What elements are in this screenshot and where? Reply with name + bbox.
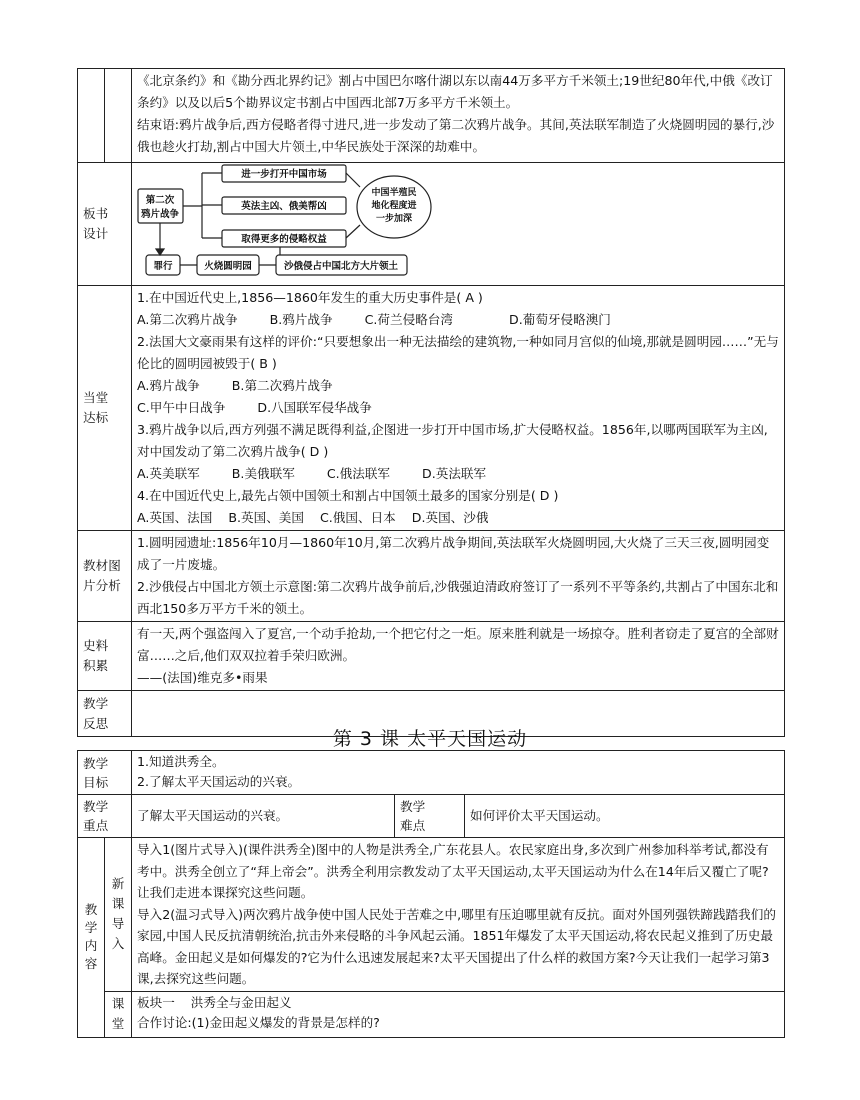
quiz-label — [78, 286, 132, 531]
quiz-line: 3.鸦片战争以后,西方列强不满足既得利益,企图进一步打开中国市场,扩大侵略权益。1856年,以哪两国联军为主凶,对中国发动了第二次鸦片战争( D ) — [137, 422, 768, 459]
intro-label-1: 新 — [111, 876, 125, 892]
difficult-cell: 如何评价太平天国运动。 — [465, 795, 785, 838]
quiz-line: C.甲午中日战争 D.八国联军侵华战争 — [137, 400, 372, 415]
continuation-sub-cell — [105, 69, 132, 163]
board-label-2: 设计 — [83, 226, 109, 241]
pictures-label-1: 教材图 — [83, 558, 121, 573]
history-label — [78, 622, 132, 691]
difficult-label-1: 教学 — [400, 799, 426, 814]
class-cell — [132, 991, 785, 1037]
center-text-2: 鸦片战争 — [140, 209, 180, 220]
board-label-1: 板书 — [83, 206, 109, 221]
result-text-3: 一步加深 — [375, 214, 413, 224]
content-label-3: 内 — [84, 938, 98, 954]
pictures-label-2: 片分析 — [83, 578, 121, 593]
continuation-cell — [132, 69, 785, 163]
history-line: 有一天,两个强盗闯入了夏宫,一个动手抢劫,一个把它付之一炬。原来胜利就是一场掠夺。胜利者窃走了夏宫的全部财富……之后,他们双双拉着手荣归欧洲。 — [137, 626, 779, 663]
reflection-label-2: 反思 — [83, 715, 109, 731]
quiz-label-1: 当堂 — [83, 390, 109, 405]
picture-line: 2.沙俄侵占中国北方领土示意图:第二次鸦片战争前后,沙俄强迫清政府签订了一系列不平等条约,共割占了中国东北和西北150多万平方千米的领土。 — [137, 579, 779, 616]
intro-label-3: 导 — [111, 916, 125, 932]
center-text-1: 第二次 — [145, 195, 175, 206]
intro-label-2: 课 — [111, 896, 125, 912]
crime-text-2: 沙俄侵占中国北方大片领土 — [283, 261, 399, 272]
content-label — [78, 838, 105, 1038]
board-label — [78, 163, 132, 286]
content-label-4: 容 — [84, 956, 98, 972]
quiz-line: A.鸦片战争 B.第二次鸦片战争 — [137, 378, 333, 393]
history-label-2: 积累 — [83, 658, 109, 673]
class-label-1: 课 — [111, 995, 125, 1011]
result-text-2: 地化程度进 — [371, 201, 417, 211]
quiz-line: A.英国、法国 B.英国、美国 C.俄国、日本 D.英国、沙俄 — [137, 510, 489, 525]
class-label-2: 堂 — [111, 1015, 125, 1031]
content-label-1: 教 — [84, 902, 98, 918]
intro-line: 导入1(图片式导入)(课件洪秀全)图中的人物是洪秀全,广东花县人。农民家庭出身,多次到广州参加科举考试,都没有考中。洪秀全创立了“拜上帝会”。洪秀全利用宗教发动了太平天国运动,太平天国运动为什么在14年后又覆亡了呢?让我们走进本课探究这些问题。 — [137, 842, 769, 900]
branch-text-3: 取得更多的侵略权益 — [241, 234, 327, 245]
goals-label — [78, 751, 132, 795]
intro-label-4: 入 — [111, 936, 125, 952]
class-label — [105, 991, 132, 1037]
lesson-title: 第 3 课 太平天国运动 — [332, 728, 528, 750]
quiz-cell — [132, 286, 785, 531]
key-label-1: 教学 — [83, 799, 109, 814]
history-label-1: 史料 — [83, 638, 109, 653]
continuation-para: 《北京条约》和《勘分西北界约记》割占中国巴尔喀什湖以东以南44万多平方千米领土;19世纪80年代,中俄《改订条约》以及以后5个勘界议定书割占中国西北部7万多平方千米领土。 — [137, 73, 773, 110]
goal-line: 1.知道洪秀全。 — [137, 754, 225, 769]
class-line: 板块一 洪秀全与金田起义 — [137, 994, 292, 1010]
branch-text-2: 英法主凶、俄美帮凶 — [241, 201, 327, 212]
pictures-label — [78, 531, 132, 622]
class-line: 合作讨论:(1)金田起义爆发的背景是怎样的? — [137, 1014, 380, 1030]
goals-label-1: 教学 — [83, 755, 109, 771]
quiz-line: A.英美联军 B.美俄联军 C.俄法联军 D.英法联军 — [137, 466, 487, 481]
pictures-cell — [132, 531, 785, 622]
goals-label-2: 目标 — [83, 774, 109, 790]
lesson-table-2 — [77, 750, 785, 1038]
crime-text-1: 火烧圆明园 — [204, 261, 252, 272]
quiz-line: 2.法国大文豪雨果有这样的评价:“只要想象出一种无法描绘的建筑物,一种如同月宫似的仙境,那就是圆明园……”无与伦比的圆明园被毁于( B ) — [137, 334, 779, 371]
lesson-table-1 — [77, 68, 785, 737]
key-label-2: 重点 — [83, 818, 109, 833]
crime-text: 罪行 — [153, 261, 173, 272]
quiz-line: 4.在中国近代史上,最先占领中国领土和割占中国领土最多的国家分别是( D ) — [137, 488, 559, 503]
quiz-line: A.第二次鸦片战争 B.鸦片战争 C.荷兰侵略台湾 D.葡萄牙侵略澳门 — [137, 312, 611, 327]
goal-line: 2.了解太平天国运动的兴衰。 — [137, 774, 301, 789]
branch-text-1: 进一步打开中国市场 — [241, 169, 327, 180]
board-diagram-cell — [132, 163, 785, 286]
goals-cell — [132, 751, 785, 795]
board-diagram — [132, 163, 785, 285]
intro-line: 导入2(温习式导入)两次鸦片战争使中国人民处于苦难之中,哪里有压迫哪里就有反抗。面对外国列强铁蹄践踏我们的家园,中国人民反抗清朝统治,抗击外来侵略的斗争风起云涌。1851年爆发了太平天国运动,将农民起义推到了历史最高峰。金田起义是如何爆发的?它为什么迅速发展起来?太平天国提出了什么样的救国方案?今天让我们一起学习第3课,去探究这些问题。 — [137, 906, 776, 986]
history-cell — [132, 622, 785, 691]
conclusion-para: 结束语:鸦片战争后,西方侵略者得寸进尺,进一步发动了第二次鸦片战争。其间,英法联军制造了火烧圆明园的暴行,沙俄也趁火打劫,割占中国大片领土,中华民族处于深深的劫难中。 — [137, 117, 775, 154]
result-text-1: 中国半殖民 — [371, 188, 417, 198]
history-line: ——(法国)维克多•雨果 — [137, 670, 268, 685]
continuation-label-cell — [78, 69, 105, 163]
reflection-label-1: 教学 — [83, 695, 109, 711]
key-label — [78, 795, 132, 838]
picture-line: 1.圆明园遗址:1856年10月—1860年10月,第二次鸦片战争期间,英法联军火烧圆明园,大火烧了三天三夜,圆明园变成了一片废墟。 — [137, 535, 770, 572]
difficult-label — [395, 795, 465, 838]
difficult-label-2: 难点 — [400, 818, 426, 833]
intro-label — [105, 838, 132, 992]
content-label-2: 学 — [84, 920, 98, 936]
quiz-label-2: 达标 — [83, 410, 109, 425]
key-cell: 了解太平天国运动的兴衰。 — [132, 795, 395, 838]
quiz-line: 1.在中国近代史上,1856—1860年发生的重大历史事件是( A ) — [137, 290, 483, 305]
intro-cell — [132, 838, 785, 992]
